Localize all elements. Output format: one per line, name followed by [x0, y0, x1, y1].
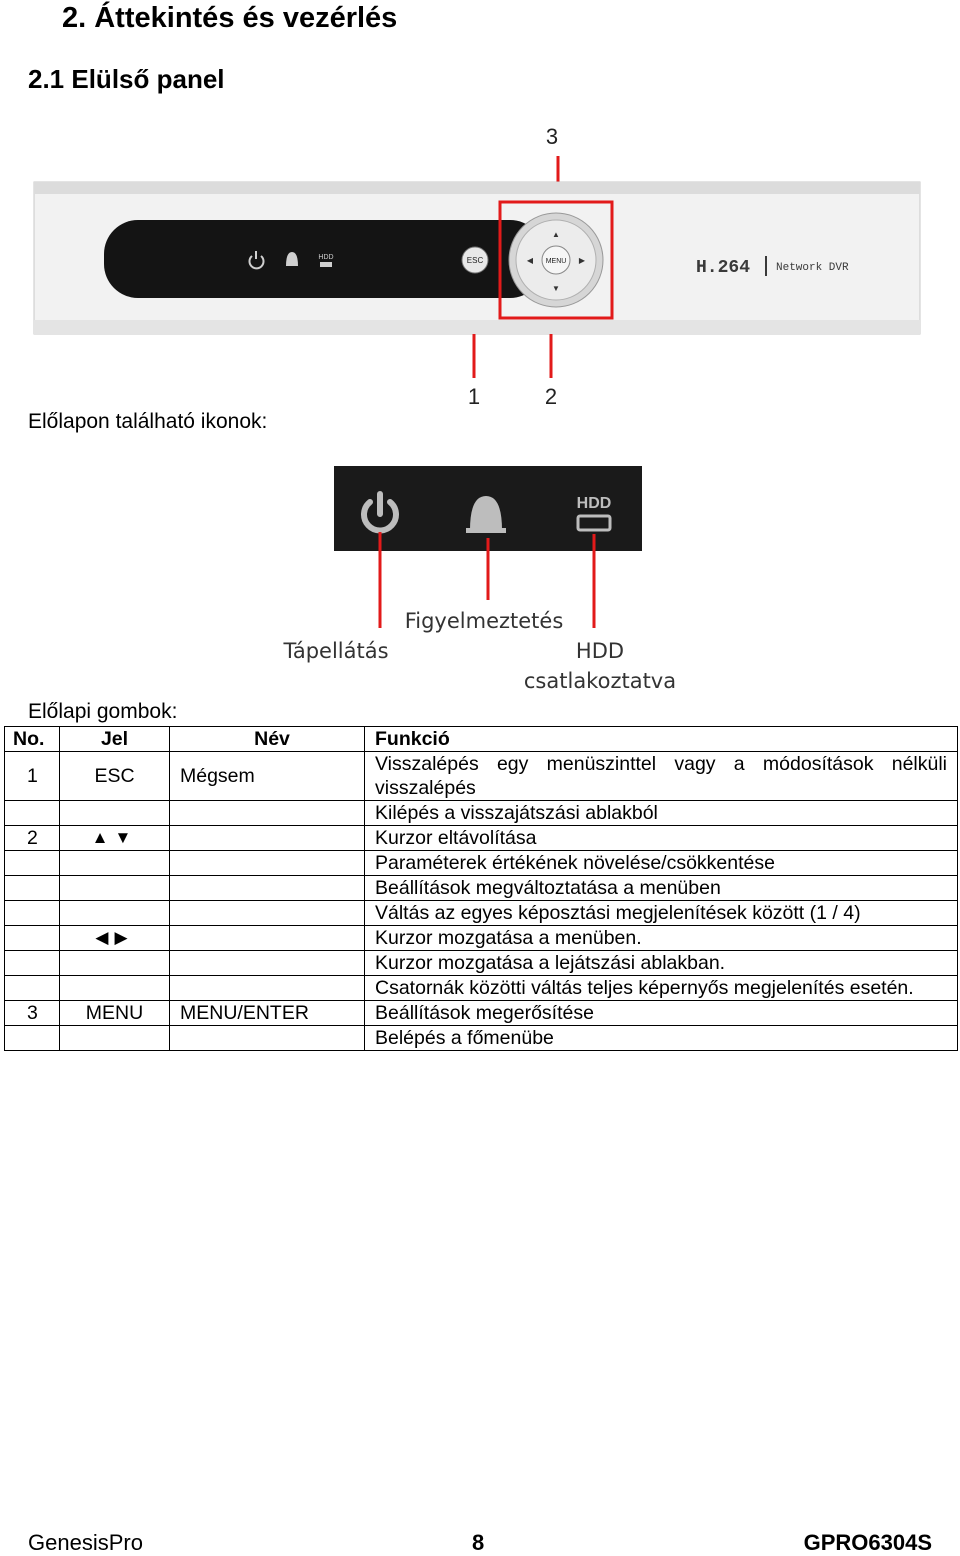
buttons-section-label: Előlapi gombok: — [28, 700, 178, 723]
cell-function: Kilépés a visszajátszási ablakból — [365, 801, 958, 826]
hdd-icon-text: HDD — [576, 495, 612, 512]
status-icons-image — [280, 462, 700, 698]
table-row — [5, 951, 958, 976]
cell-sign: ▲▼ — [60, 826, 170, 851]
table-row — [5, 976, 958, 1001]
cell-no — [5, 851, 60, 876]
cell-name — [170, 926, 365, 951]
table-row — [5, 851, 958, 876]
cell-no — [5, 951, 60, 976]
footer-model: GPRO6304S — [803, 1530, 932, 1555]
cell-sign — [60, 1026, 170, 1051]
cell-function: Beállítások megváltoztatása a menüben — [365, 876, 958, 901]
cell-sign — [60, 876, 170, 901]
brand-logo: H.264 — [696, 258, 751, 278]
table-row — [5, 1026, 958, 1051]
cell-sign — [60, 901, 170, 926]
cell-function: Kurzor eltávolítása — [365, 826, 958, 851]
cell-name: MENU/ENTER — [170, 1001, 365, 1026]
callout-2: 2 — [544, 384, 558, 409]
cell-function: Kurzor mozgatása a lejátszási ablakban. — [365, 951, 958, 976]
cell-name — [170, 951, 365, 976]
buttons-table — [4, 726, 958, 1051]
cell-no — [5, 901, 60, 926]
table-row — [5, 752, 958, 801]
hdd-label-line-1: HDD — [575, 639, 625, 663]
cell-name: Mégsem — [170, 752, 365, 801]
subsection-heading: 2.1 Elülső panel — [28, 64, 225, 94]
cell-sign — [60, 976, 170, 1001]
table-row — [5, 926, 958, 951]
svg-text:▼: ▼ — [552, 284, 560, 293]
cell-name — [170, 801, 365, 826]
front-panel-photo — [30, 120, 930, 420]
table-row — [5, 801, 958, 826]
alarm-label: Figyelmeztetés — [404, 609, 564, 633]
cell-function: Csatornák közötti váltás teljes képernyős megjelenítés esetén. — [365, 976, 958, 1001]
table-row — [5, 876, 958, 901]
cell-no: 2 — [5, 826, 60, 851]
cell-no — [5, 976, 60, 1001]
cell-function: Paraméterek értékének növelése/csökkentése — [365, 851, 958, 876]
table-header-row — [5, 727, 958, 752]
icons-section-label: Előlapon található ikonok: — [28, 410, 268, 433]
cell-name — [170, 901, 365, 926]
cell-no: 3 — [5, 1001, 60, 1026]
callout-3: 3 — [545, 124, 559, 149]
cell-function: Váltás az egyes képosztási megjelenítések között (1 / 4) — [365, 901, 958, 926]
cell-function: Belépés a főmenübe — [365, 1026, 958, 1051]
cell-sign: MENU — [60, 1001, 170, 1026]
header-sign: Jel — [60, 727, 170, 752]
header-name: Név — [170, 727, 365, 752]
cell-sign: ◀▶ — [60, 926, 170, 951]
cell-name — [170, 851, 365, 876]
cell-name — [170, 876, 365, 901]
header-function: Funkció — [365, 727, 958, 752]
cell-sign: ESC — [60, 752, 170, 801]
power-label: Tápellátás — [283, 639, 389, 663]
cell-name — [170, 976, 365, 1001]
cell-no — [5, 1026, 60, 1051]
cell-name — [170, 826, 365, 851]
hdd-icon-small: HDD — [318, 254, 334, 261]
cell-no — [5, 876, 60, 901]
svg-text:◀: ◀ — [526, 256, 534, 265]
hdd-label-line-2: csatlakoztatva — [523, 669, 677, 693]
header-no: No. — [5, 727, 60, 752]
callout-1: 1 — [467, 384, 481, 409]
cell-no — [5, 801, 60, 826]
cell-function: Kurzor mozgatása a menüben. — [365, 926, 958, 951]
svg-text:▶: ▶ — [578, 256, 586, 265]
section-heading: 2. Áttekintés és vezérlés — [62, 2, 398, 34]
table-row — [5, 1001, 958, 1026]
cell-function: Beállítások megerősítése — [365, 1001, 958, 1026]
footer-brand: GenesisPro — [28, 1530, 143, 1555]
cell-no: 1 — [5, 752, 60, 801]
menu-button-label: MENU — [545, 258, 567, 265]
svg-text:▲: ▲ — [552, 230, 560, 239]
cell-sign — [60, 951, 170, 976]
table-row — [5, 826, 958, 851]
table-row — [5, 901, 958, 926]
cell-no — [5, 926, 60, 951]
cell-name — [170, 1026, 365, 1051]
footer-page-number: 8 — [472, 1530, 485, 1555]
cell-function: Visszalépés egy menüszinttel vagy a módosítások nélküli visszalépés — [365, 752, 958, 801]
brand-subtitle: Network DVR — [776, 262, 849, 274]
cell-sign — [60, 851, 170, 876]
cell-sign — [60, 801, 170, 826]
esc-button-label: ESC — [466, 256, 484, 265]
